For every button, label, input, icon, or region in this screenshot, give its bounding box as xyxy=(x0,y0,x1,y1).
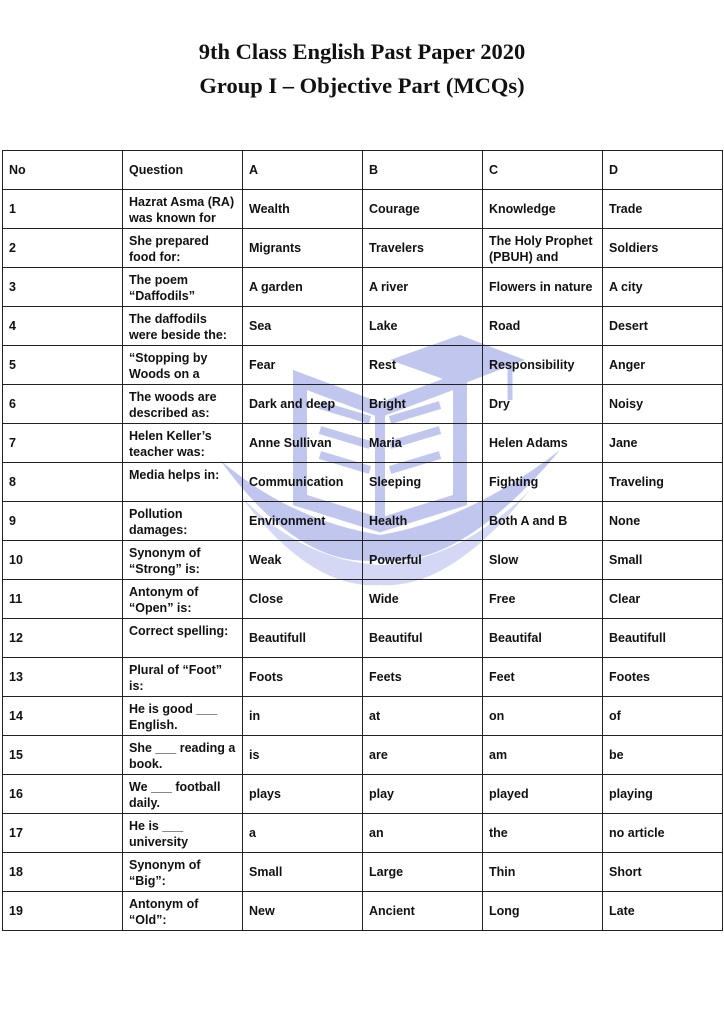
question-text-cell xyxy=(123,385,243,424)
option-a-cell xyxy=(243,736,363,775)
table-row xyxy=(3,580,723,619)
question-text: The poem “Daffodils” xyxy=(129,273,195,303)
option-b: Beautiful xyxy=(369,631,423,645)
question-text-cell xyxy=(123,580,243,619)
question-text: We ___ football daily. xyxy=(129,780,221,810)
question-number-cell xyxy=(3,892,123,931)
table-row xyxy=(3,658,723,697)
option-b-cell xyxy=(363,892,483,931)
option-d: Late xyxy=(609,904,635,918)
table-row xyxy=(3,229,723,268)
question-text: Helen Keller’s teacher was: xyxy=(129,429,212,459)
option-d: Noisy xyxy=(609,397,644,411)
option-d-cell xyxy=(603,619,723,658)
option-a-cell xyxy=(243,229,363,268)
question-text-cell xyxy=(123,229,243,268)
question-number-cell xyxy=(3,736,123,775)
option-c-cell xyxy=(483,502,603,541)
option-a: in xyxy=(249,709,261,723)
option-d: no article xyxy=(609,826,665,840)
option-c-cell xyxy=(483,307,603,346)
option-d: playing xyxy=(609,787,653,801)
option-b: Travelers xyxy=(369,241,424,255)
option-c-cell xyxy=(483,385,603,424)
option-d: Jane xyxy=(609,436,638,450)
option-d-cell xyxy=(603,229,723,268)
option-c-cell xyxy=(483,853,603,892)
option-b-cell xyxy=(363,268,483,307)
option-b-cell xyxy=(363,619,483,658)
option-a-cell xyxy=(243,697,363,736)
option-d: Footes xyxy=(609,670,650,684)
question-text: Correct spelling: xyxy=(129,624,229,638)
option-a-cell xyxy=(243,814,363,853)
option-d: Clear xyxy=(609,592,641,606)
question-number-cell xyxy=(3,424,123,463)
option-c-cell xyxy=(483,541,603,580)
question-text: He is ___ university xyxy=(129,819,189,849)
option-a: Dark and deep xyxy=(249,397,336,411)
option-d: Short xyxy=(609,865,642,879)
question-number-cell xyxy=(3,775,123,814)
option-c: Flowers in nature xyxy=(489,280,593,294)
option-a: Sea xyxy=(249,319,272,333)
option-c-cell xyxy=(483,346,603,385)
option-d-cell xyxy=(603,502,723,541)
option-c-cell xyxy=(483,658,603,697)
table-row xyxy=(3,697,723,736)
option-d: of xyxy=(609,709,621,723)
option-d-cell xyxy=(603,736,723,775)
table-row xyxy=(3,814,723,853)
table-row xyxy=(3,775,723,814)
option-c: Thin xyxy=(489,865,516,879)
option-c: Beautifal xyxy=(489,631,542,645)
option-d-cell xyxy=(603,658,723,697)
option-b: an xyxy=(369,826,384,840)
option-d: A city xyxy=(609,280,643,294)
option-b-cell xyxy=(363,580,483,619)
option-c-cell xyxy=(483,892,603,931)
option-d-cell xyxy=(603,268,723,307)
option-c-cell xyxy=(483,814,603,853)
option-a-cell xyxy=(243,853,363,892)
option-d-cell xyxy=(603,346,723,385)
question-number: 1 xyxy=(9,202,16,216)
question-number-cell xyxy=(3,853,123,892)
option-b: Courage xyxy=(369,202,420,216)
table-row xyxy=(3,853,723,892)
option-d-cell xyxy=(603,541,723,580)
option-a: is xyxy=(249,748,260,762)
option-b: Ancient xyxy=(369,904,415,918)
option-b-cell xyxy=(363,346,483,385)
question-text: He is good ___ English. xyxy=(129,702,218,732)
option-d-cell xyxy=(603,385,723,424)
option-b: Rest xyxy=(369,358,397,372)
option-a-cell xyxy=(243,619,363,658)
option-a: Beautifull xyxy=(249,631,306,645)
question-number-cell xyxy=(3,619,123,658)
option-c-cell xyxy=(483,697,603,736)
option-c-cell xyxy=(483,424,603,463)
option-b-cell xyxy=(363,190,483,229)
question-number-cell xyxy=(3,502,123,541)
option-b: Powerful xyxy=(369,553,422,567)
question-number: 7 xyxy=(9,436,16,450)
option-c: Responsibility xyxy=(489,358,575,372)
option-a: Wealth xyxy=(249,202,290,216)
option-d: Trade xyxy=(609,202,643,216)
table-row xyxy=(3,190,723,229)
question-number: 19 xyxy=(9,904,23,918)
table-row xyxy=(3,424,723,463)
option-d: be xyxy=(609,748,624,762)
option-b: Lake xyxy=(369,319,398,333)
question-number: 2 xyxy=(9,241,16,255)
option-d: Desert xyxy=(609,319,648,333)
option-c: Fighting xyxy=(489,475,539,489)
option-b: Maria xyxy=(369,436,402,450)
option-b: A river xyxy=(369,280,409,294)
option-d-cell xyxy=(603,853,723,892)
question-number: 10 xyxy=(9,553,23,567)
option-b-cell xyxy=(363,541,483,580)
question-text-cell xyxy=(123,814,243,853)
option-b: Sleeping xyxy=(369,475,422,489)
option-a-cell xyxy=(243,268,363,307)
option-c: played xyxy=(489,787,529,801)
option-a: a xyxy=(249,826,256,840)
question-text-cell xyxy=(123,268,243,307)
question-text: The woods are described as: xyxy=(129,390,217,420)
option-a-cell xyxy=(243,541,363,580)
option-b-cell xyxy=(363,775,483,814)
table-row xyxy=(3,268,723,307)
question-text-cell xyxy=(123,775,243,814)
question-number-cell xyxy=(3,814,123,853)
question-number-cell xyxy=(3,307,123,346)
option-a: Foots xyxy=(249,670,284,684)
question-number-cell xyxy=(3,346,123,385)
option-a: Small xyxy=(249,865,283,879)
table-row xyxy=(3,541,723,580)
option-d-cell xyxy=(603,424,723,463)
option-c-cell xyxy=(483,463,603,502)
option-a: New xyxy=(249,904,275,918)
option-b: Wide xyxy=(369,592,399,606)
option-a: Environment xyxy=(249,514,326,528)
option-a: plays xyxy=(249,787,281,801)
option-a: Migrants xyxy=(249,241,302,255)
option-a-cell xyxy=(243,658,363,697)
option-d: Soldiers xyxy=(609,241,659,255)
option-a: Weak xyxy=(249,553,282,567)
option-c: Knowledge xyxy=(489,202,556,216)
question-number: 5 xyxy=(9,358,16,372)
question-text: Synonym of “Strong” is: xyxy=(129,546,201,576)
question-text-cell xyxy=(123,658,243,697)
question-text-cell xyxy=(123,307,243,346)
option-a-cell xyxy=(243,307,363,346)
question-text: She prepared food for: xyxy=(129,234,209,264)
option-b: Health xyxy=(369,514,408,528)
option-a: Fear xyxy=(249,358,276,372)
option-c: the xyxy=(489,826,508,840)
table-row xyxy=(3,892,723,931)
page-title: 9th Class English Past Paper 2020 xyxy=(198,39,526,64)
question-text-cell xyxy=(123,853,243,892)
question-number: 17 xyxy=(9,826,23,840)
question-text: Plural of “Foot” is: xyxy=(129,663,223,693)
option-d-cell xyxy=(603,307,723,346)
column-header-d: D xyxy=(603,151,723,190)
question-number: 14 xyxy=(9,709,23,723)
option-c: Road xyxy=(489,319,521,333)
question-number-cell xyxy=(3,580,123,619)
option-d-cell xyxy=(603,190,723,229)
column-header-no: No xyxy=(3,151,123,190)
question-number-cell xyxy=(3,697,123,736)
table-row xyxy=(3,463,723,502)
question-number-cell xyxy=(3,385,123,424)
question-text: Pollution damages: xyxy=(129,507,188,537)
question-number: 6 xyxy=(9,397,16,411)
option-a: Close xyxy=(249,592,284,606)
option-a-cell xyxy=(243,892,363,931)
option-b-cell xyxy=(363,385,483,424)
option-c-cell xyxy=(483,619,603,658)
question-text-cell xyxy=(123,424,243,463)
option-b-cell xyxy=(363,229,483,268)
option-b-cell xyxy=(363,502,483,541)
table-row xyxy=(3,346,723,385)
option-c-cell xyxy=(483,580,603,619)
option-b-cell xyxy=(363,307,483,346)
option-c-cell xyxy=(483,190,603,229)
option-d-cell xyxy=(603,814,723,853)
question-text: Synonym of “Big”: xyxy=(129,858,201,888)
option-d: Traveling xyxy=(609,475,664,489)
option-a: A garden xyxy=(249,280,303,294)
question-number: 4 xyxy=(9,319,16,333)
table-header-row xyxy=(3,151,723,190)
option-b-cell xyxy=(363,853,483,892)
question-number-cell xyxy=(3,658,123,697)
question-number: 15 xyxy=(9,748,23,762)
question-text: Antonym of “Old”: xyxy=(129,897,199,927)
column-header-c: C xyxy=(483,151,603,190)
option-b: at xyxy=(369,709,381,723)
question-text-cell xyxy=(123,190,243,229)
table-row xyxy=(3,619,723,658)
question-number: 13 xyxy=(9,670,23,684)
option-c: The Holy Prophet (PBUH) and xyxy=(489,234,593,264)
option-b-cell xyxy=(363,736,483,775)
option-d-cell xyxy=(603,697,723,736)
option-d-cell xyxy=(603,892,723,931)
table-row xyxy=(3,385,723,424)
column-header-question: Question xyxy=(123,151,243,190)
question-text-cell xyxy=(123,463,243,502)
option-b-cell xyxy=(363,658,483,697)
question-number: 3 xyxy=(9,280,16,294)
question-number: 18 xyxy=(9,865,23,879)
option-c: Dry xyxy=(489,397,510,411)
question-number: 9 xyxy=(9,514,16,528)
question-text: Antonym of “Open” is: xyxy=(129,585,199,615)
option-b-cell xyxy=(363,814,483,853)
option-a-cell xyxy=(243,775,363,814)
option-d: Anger xyxy=(609,358,646,372)
column-header-a: A xyxy=(243,151,363,190)
question-text: She ___ reading a book. xyxy=(129,741,236,771)
option-c: Helen Adams xyxy=(489,436,568,450)
option-d: Small xyxy=(609,553,643,567)
option-b: Bright xyxy=(369,397,406,411)
option-c-cell xyxy=(483,775,603,814)
option-c-cell xyxy=(483,268,603,307)
question-number: 11 xyxy=(9,592,23,606)
option-c: Both A and B xyxy=(489,514,568,528)
option-c-cell xyxy=(483,229,603,268)
option-c-cell xyxy=(483,736,603,775)
question-number-cell xyxy=(3,190,123,229)
option-c: Slow xyxy=(489,553,519,567)
question-number: 12 xyxy=(9,631,23,645)
option-d: None xyxy=(609,514,641,528)
column-header-b: B xyxy=(363,151,483,190)
option-b: play xyxy=(369,787,395,801)
question-text-cell xyxy=(123,697,243,736)
question-text: Hazrat Asma (RA) was known for xyxy=(129,195,235,225)
option-b-cell xyxy=(363,463,483,502)
mcq-table xyxy=(2,150,723,931)
option-c: on xyxy=(489,709,505,723)
table-row xyxy=(3,736,723,775)
option-d: Beautifull xyxy=(609,631,666,645)
option-d-cell xyxy=(603,775,723,814)
option-a-cell xyxy=(243,463,363,502)
option-d-cell xyxy=(603,463,723,502)
question-text: “Stopping by Woods on a xyxy=(129,351,208,381)
option-b: Large xyxy=(369,865,404,879)
option-a-cell xyxy=(243,346,363,385)
question-number-cell xyxy=(3,463,123,502)
question-text-cell xyxy=(123,541,243,580)
option-b: Feets xyxy=(369,670,402,684)
option-b-cell xyxy=(363,424,483,463)
question-number-cell xyxy=(3,229,123,268)
option-a-cell xyxy=(243,502,363,541)
option-a: Anne Sullivan xyxy=(249,436,332,450)
question-text-cell xyxy=(123,502,243,541)
option-a-cell xyxy=(243,424,363,463)
page-subtitle: Group I – Objective Part (MCQs) xyxy=(199,73,525,98)
question-number-cell xyxy=(3,541,123,580)
option-b: are xyxy=(369,748,388,762)
option-c: Feet xyxy=(489,670,515,684)
question-number-cell xyxy=(3,268,123,307)
table-row xyxy=(3,502,723,541)
option-c: Free xyxy=(489,592,516,606)
question-number: 8 xyxy=(9,475,16,489)
question-text-cell xyxy=(123,736,243,775)
option-a-cell xyxy=(243,580,363,619)
option-b-cell xyxy=(363,697,483,736)
question-text-cell xyxy=(123,619,243,658)
option-c: Long xyxy=(489,904,520,918)
option-a: Communication xyxy=(249,475,344,489)
question-text-cell xyxy=(123,346,243,385)
option-a-cell xyxy=(243,190,363,229)
question-text: The daffodils were beside the: xyxy=(129,312,227,342)
option-c: am xyxy=(489,748,508,762)
option-d-cell xyxy=(603,580,723,619)
question-text-cell xyxy=(123,892,243,931)
table-row xyxy=(3,307,723,346)
question-number: 16 xyxy=(9,787,23,801)
option-a-cell xyxy=(243,385,363,424)
question-text: Media helps in: xyxy=(129,468,220,482)
